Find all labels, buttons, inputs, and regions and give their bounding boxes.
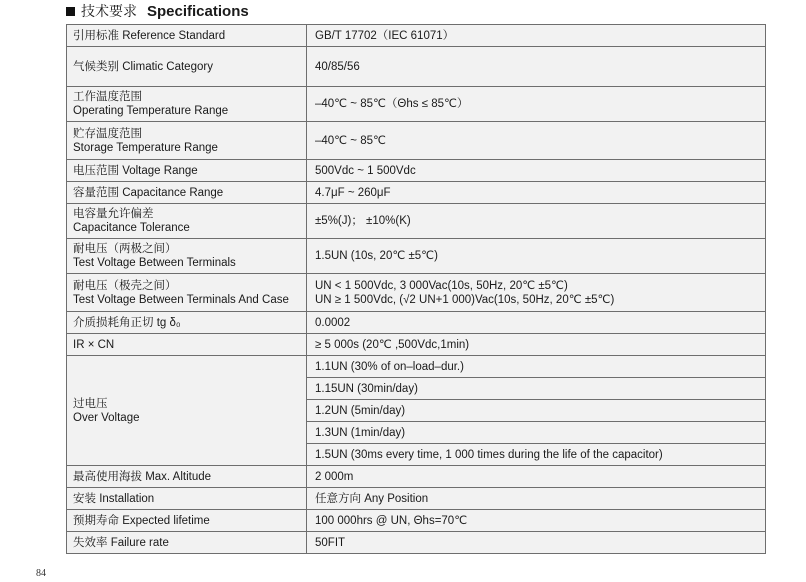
row-value: GB/T 17702（IEC 61071） [307,25,766,47]
row-value [307,274,766,312]
heading-en: Specifications [147,2,249,20]
row-label [67,356,307,466]
row-value: –40℃ ~ 85℃（Θhs ≤ 85℃） [307,87,766,122]
row-value: 4.7μF ~ 260μF [307,182,766,204]
table-row [67,488,766,510]
row-label [67,239,307,274]
row-value: 50FIT [307,532,766,554]
row-label: 引用标准 Reference Standard [67,25,307,47]
row-label: 最高使用海拔 Max. Altitude [67,466,307,488]
row-value: 40/85/56 [307,47,766,87]
row-value: –40℃ ~ 85℃ [307,122,766,160]
row-label-zh: 电容量允许偏差 [73,208,154,220]
row-label: IR × CN [67,334,307,356]
table-row [67,47,766,87]
row-label: 失效率 Failure rate [67,532,307,554]
row-value: 100 000hrs @ UN, Θhs=70℃ [307,510,766,532]
row-label-en: Test Voltage Between Terminals [73,257,236,269]
row-label-en: Capacitance Tolerance [73,222,190,234]
row-value-line: UN ≥ 1 500Vdc, (√2 UN+1 000)Vac(10s, 50Hz, 20℃ ±5℃) [315,293,615,306]
table-row [67,312,766,334]
row-value: 1.1UN (30% of on–load–dur.) [307,356,766,378]
row-value: 1.5UN (10s, 20℃ ±5℃) [307,239,766,274]
row-label [67,204,307,239]
table-row [67,204,766,239]
table-row [67,510,766,532]
row-label: 电压范围 Voltage Range [67,160,307,182]
table-row [67,356,766,378]
row-label-zh: 耐电压（极壳之间） [73,279,177,292]
section-heading [66,0,249,22]
row-value: 0.0002 [307,312,766,334]
table-row [67,122,766,160]
row-value: ±5%(J)； ±10%(K) [307,204,766,239]
table-row [67,25,766,47]
table-row [67,160,766,182]
spec-table [66,24,766,554]
row-label: 容量范围 Capacitance Range [67,182,307,204]
row-label: 安装 Installation [67,488,307,510]
table-row [67,239,766,274]
row-label: 预期寿命 Expected lifetime [67,510,307,532]
row-value: 任意方向 Any Position [307,488,766,510]
table-row [67,532,766,554]
row-label-zh: 工作温度范围 [73,91,142,103]
bullet-square-icon [66,7,75,16]
row-value: 1.15UN (30min/day) [307,378,766,400]
table-row [67,334,766,356]
row-value: 1.3UN (1min/day) [307,422,766,444]
row-label-zh: 耐电压（两极之间） [73,243,177,255]
row-label-en: Operating Temperature Range [73,105,229,117]
row-label-en: Over Voltage [73,411,140,424]
row-label-zh: 过电压 [73,397,108,410]
row-label-zh: 贮存温度范围 [73,127,142,140]
row-label: 气候类别 Climatic Category [67,47,307,87]
row-label [67,87,307,122]
row-value: 1.2UN (5min/day) [307,400,766,422]
row-value: 500Vdc ~ 1 500Vdc [307,160,766,182]
table-row [67,466,766,488]
row-value: ≥ 5 000s (20℃ ,500Vdc,1min) [307,334,766,356]
row-label: 介质损耗角正切 tg δ₀ [67,312,307,334]
row-label [67,122,307,160]
row-value: 1.5UN (30ms every time, 1 000 times during the life of the capacitor) [307,444,766,466]
row-label [67,274,307,312]
row-value-line: UN < 1 500Vdc, 3 000Vac(10s, 50Hz, 20℃ ±5℃) [315,279,568,292]
row-label-en: Storage Temperature Range [73,141,218,154]
row-value: 2 000m [307,466,766,488]
table-row [67,87,766,122]
page-number: 84 [36,568,46,579]
table-row [67,182,766,204]
heading-zh: 技术要求 [81,3,137,19]
table-row [67,274,766,312]
row-label-en: Test Voltage Between Terminals And Case [73,293,289,306]
